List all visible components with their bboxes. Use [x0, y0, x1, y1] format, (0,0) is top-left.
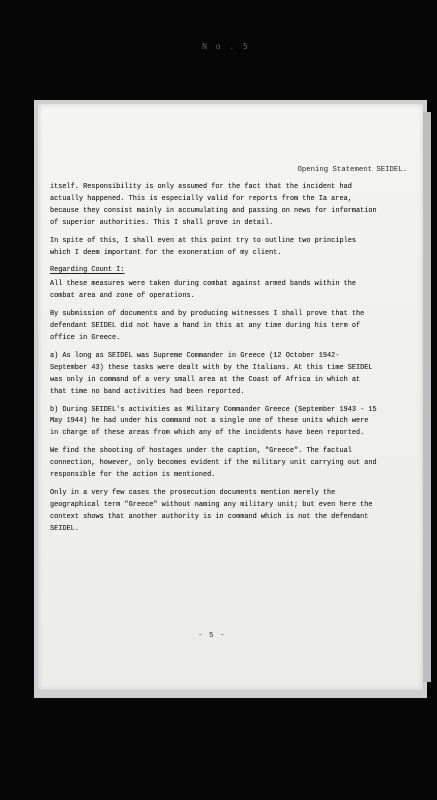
paragraph-7: We find the shooting of hostages under the caption, "Greece". The factual connection, however, only becomes evident if the military unit carrying out and responsible for the action is mentioned.: [50, 447, 381, 480]
paragraph-8: Only in a very few cases the prosecution documents mention merely the geographical term "Greece" without naming any military unit; but even here the context shows that another authority is in command which is not the defendant SEIDEL.: [50, 488, 377, 533]
paragraph-1: itself. Responsibility is only assumed for the fact that the incident had actually happened. This is especially valid for reports from the Ia area, because they consist mainly in accumulating and passing on news for information of superior authorities. This I shall prove in detail.: [50, 183, 381, 227]
paragraph-6: b) During SEIDEL's activities as Military Commander Greece (September 1943 - 15 May 1944) he had under his command not a single one of these units which were in charge of these areas from which any of the incidents have been reported.: [50, 405, 381, 438]
document-header: Opening Statement SEIDEL.: [297, 166, 407, 174]
paragraph-4: By submission of documents and by producing witnesses I shall prove that the defendant SEIDEL did not have a hand in this at any time during his term of office in Greece.: [50, 310, 369, 342]
paragraph-5: a) As long as SEIDEL was Supreme Commander in Greece (12 October 1942- September 43) these tasks were dealt with by the Italians. At this time SEIDEL was only in command of a very small area at the Coast of Africa in which at that time no band activities had been reported.: [50, 351, 377, 396]
page-number: - 5 -: [198, 632, 226, 640]
document-body: [50, 182, 380, 542]
paragraph-2: In spite of this, I shall even at this point try to outline two principles which I deem important for the exoneration of my client.: [50, 236, 361, 257]
section-heading: Regarding Count I:: [50, 266, 125, 275]
microfilm-frame-label: N o . 5: [202, 42, 250, 51]
paragraph-3: All these measures were taken during combat against armed bands within the combat area and zone of operations.: [50, 280, 361, 301]
page-edge: [423, 112, 431, 682]
